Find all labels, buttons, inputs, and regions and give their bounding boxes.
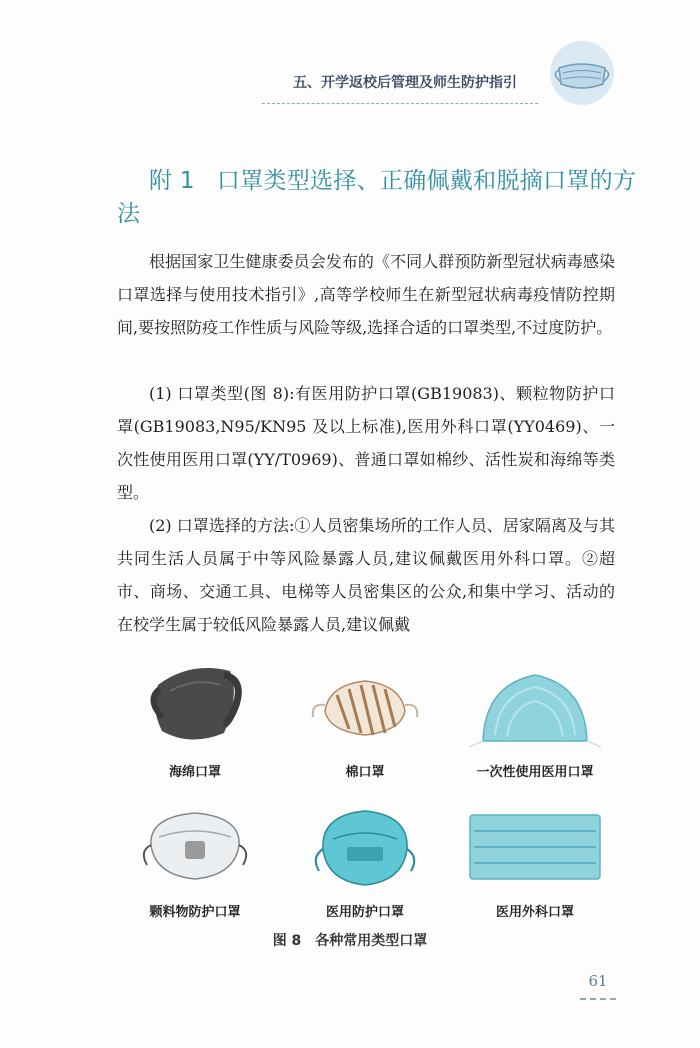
- section-number: 附 1: [149, 168, 195, 194]
- page-number-divider: [580, 998, 616, 1000]
- mask-label: 医用外科口罩: [495, 905, 574, 920]
- mask-item: [450, 805, 620, 920]
- mask-item: [280, 655, 450, 780]
- cotton-mask-icon: [305, 655, 425, 755]
- mask-label: 颗料物防护口罩: [149, 905, 241, 920]
- section-title: [117, 165, 637, 231]
- running-header: 五、开学返校后管理及师生防护指引: [293, 75, 517, 91]
- mask-icon: [549, 40, 615, 106]
- figure-caption: 图 8 各种常用类型口罩: [272, 933, 428, 949]
- medical-protective-mask-icon: [305, 805, 425, 895]
- mask-figure: [110, 655, 630, 955]
- mask-item: [110, 655, 280, 780]
- mask-item: [110, 805, 280, 920]
- paragraph-mask-types: (1) 口罩类型(图 8):有医用防护口罩(GB19083)、颗粒物防护口罩(GB19083,N95/KN95 及以上标准),医用外科口罩(YY0469)、一次性使用医用口罩(YY/T0969)、普通口罩如棉纱、活性炭和海绵等类型。: [117, 384, 615, 502]
- mask-label: 海绵口罩: [168, 765, 221, 780]
- surgical-mask-icon: [460, 805, 610, 895]
- mask-item: [450, 655, 620, 780]
- page-number: 61: [588, 972, 608, 990]
- particulate-respirator-icon: [135, 805, 255, 895]
- section-title-text: 口罩类型选择、正确佩戴和脱摘口罩的方法: [117, 168, 637, 227]
- mask-label: 棉口罩: [345, 765, 385, 780]
- paragraph-intro: 根据国家卫生健康委员会发布的《不同人群预防新型冠状病毒感染口罩选择与使用技术指引》,高等学校师生在新型冠状病毒疫情防控期间,要按照防疫工作性质与风险等级,选择合适的口罩类型,不过度防护。: [117, 252, 615, 337]
- mask-item: [280, 805, 450, 920]
- mask-label: 一次性使用医用口罩: [476, 765, 594, 780]
- mask-label: 医用防护口罩: [325, 905, 404, 920]
- paragraph-mask-selection: (2) 口罩选择的方法:①人员密集场所的工作人员、居家隔离及与其共同生活人员属于中等风险暴露人员,建议佩戴医用外科口罩。②超市、商场、交通工具、电梯等人员密集区的公众,和集中学习、活动的在校学生属于较低风险暴露人员,建议佩戴: [117, 516, 615, 634]
- disposable-medical-mask-icon: [465, 655, 605, 755]
- sponge-mask-icon: [140, 655, 250, 755]
- header-divider: [262, 103, 538, 104]
